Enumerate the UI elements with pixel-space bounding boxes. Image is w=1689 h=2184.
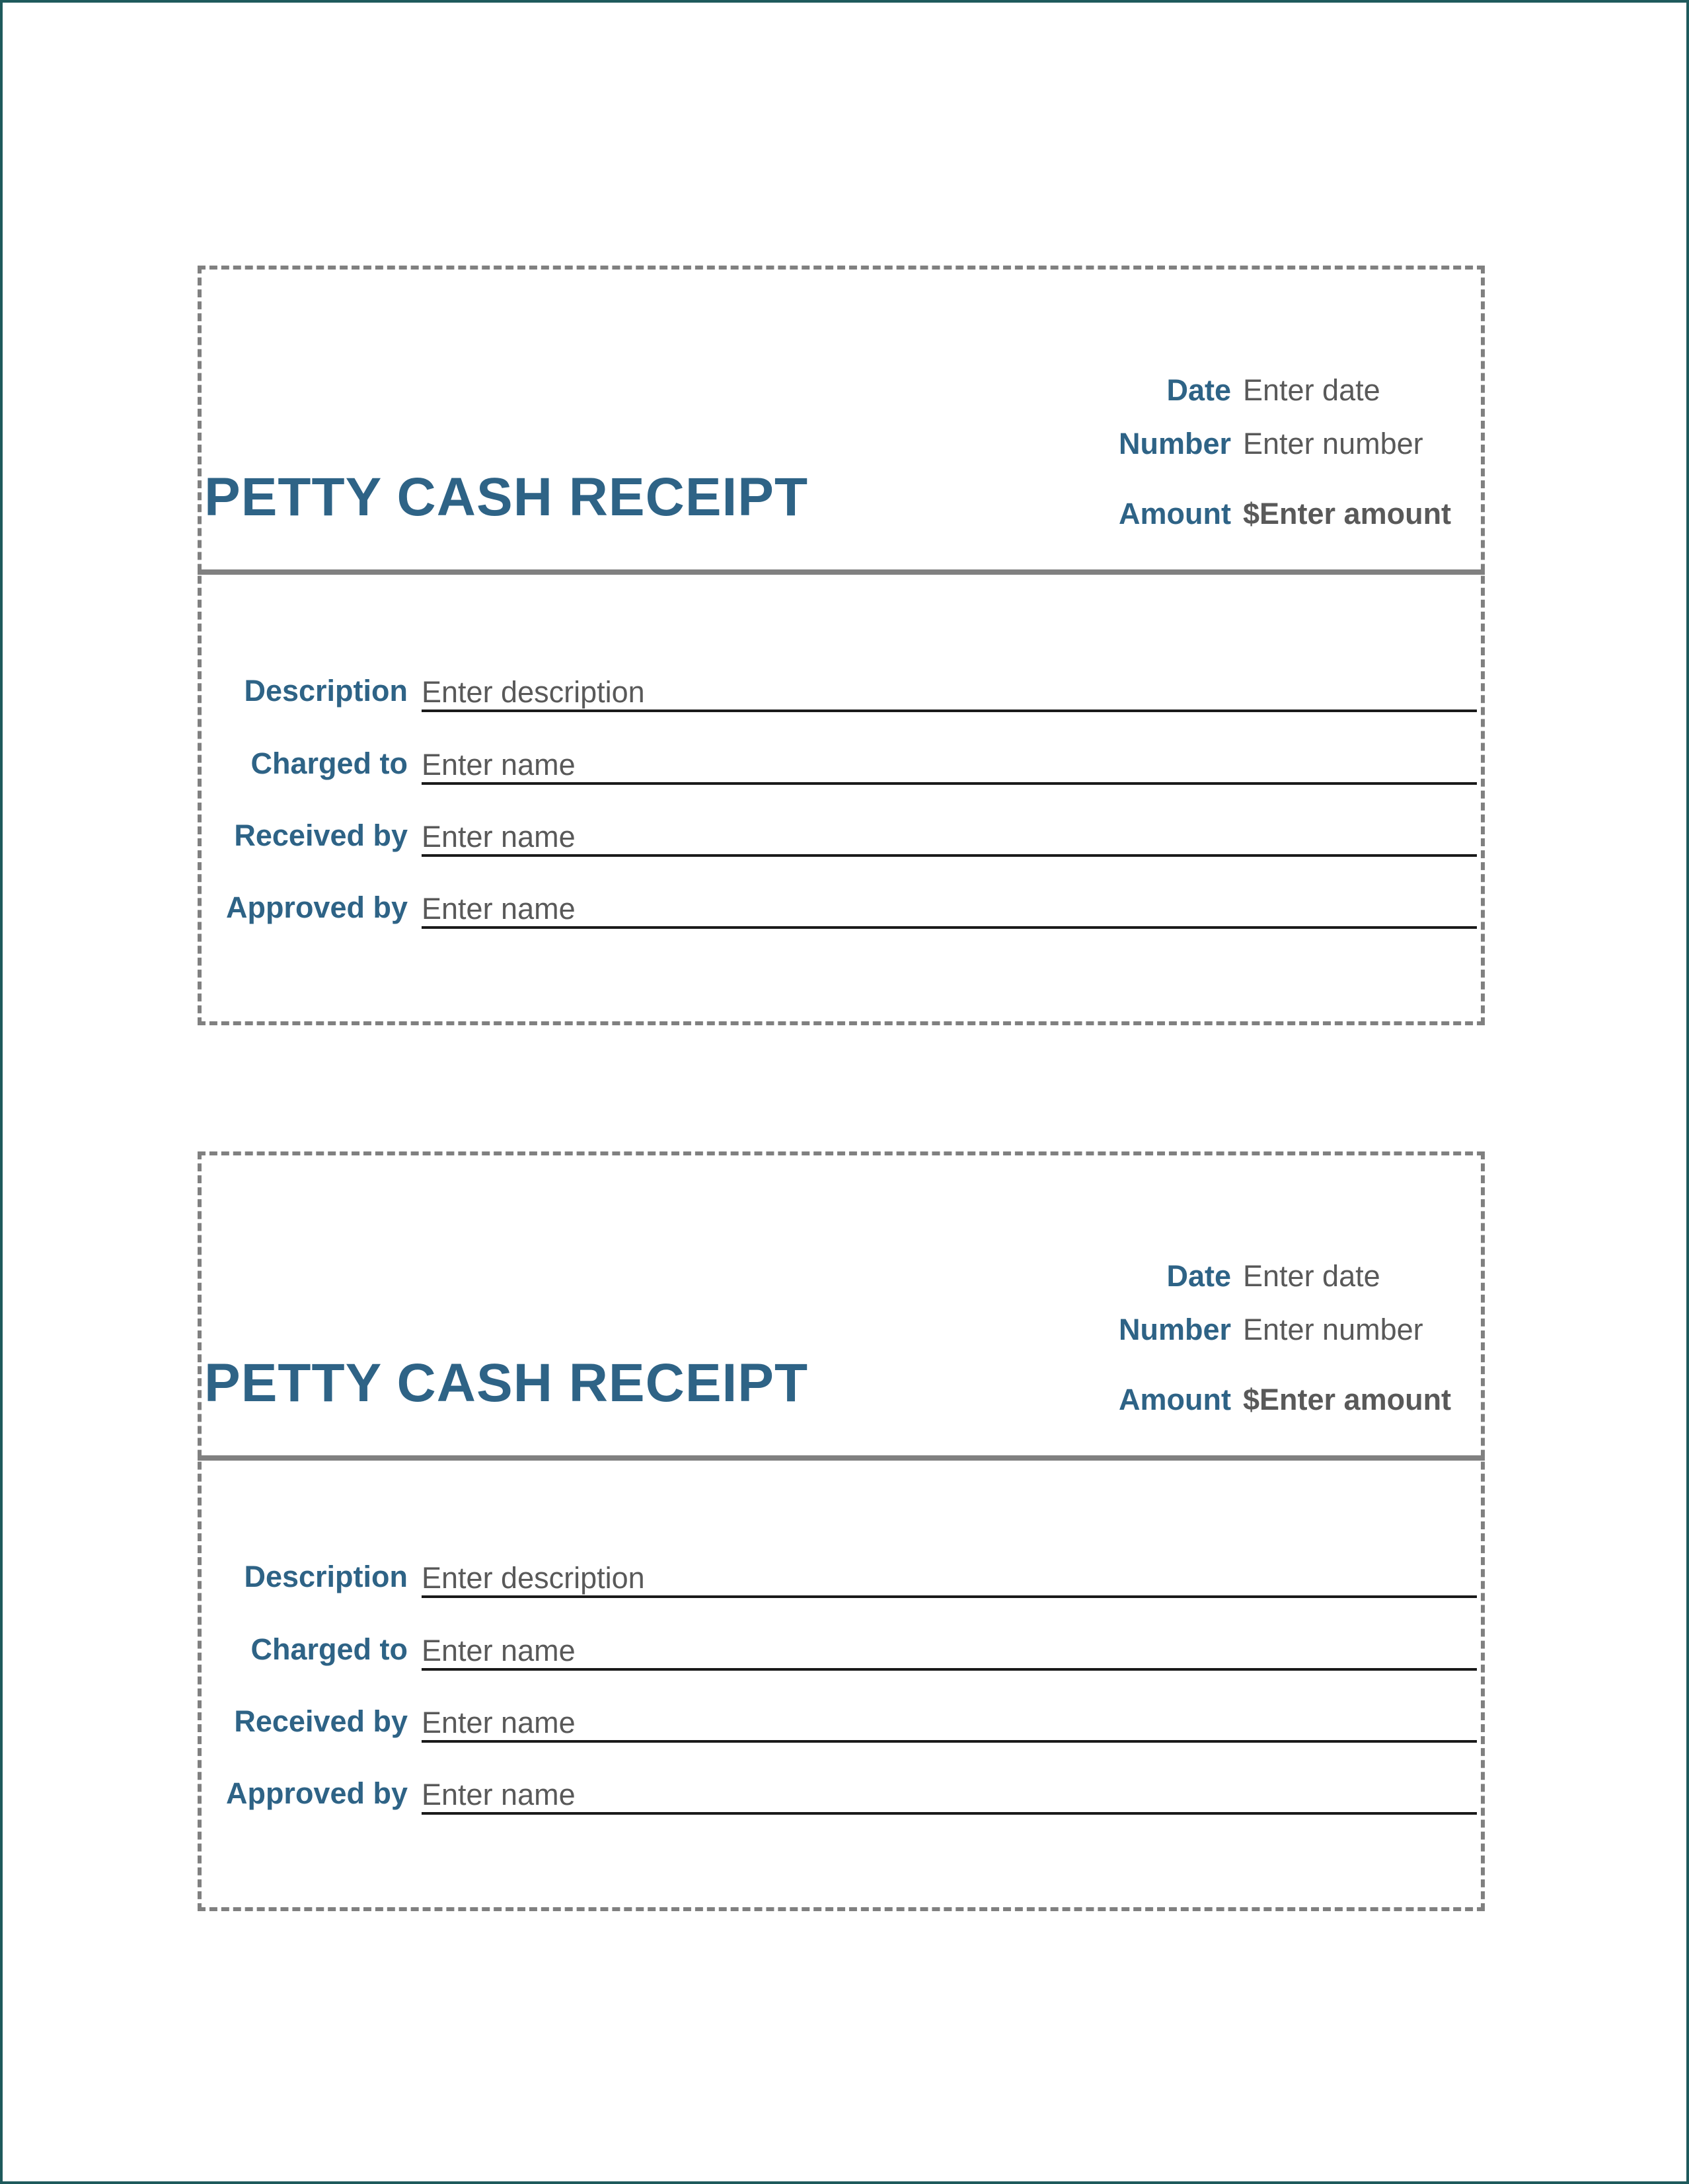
charged-to-label: Charged to: [250, 1632, 408, 1666]
description-label: Description: [244, 1560, 408, 1593]
number-field[interactable]: Enter number: [1243, 1313, 1423, 1346]
date-label: Date: [1166, 373, 1231, 407]
receipt-2: [198, 1151, 1485, 1911]
receipt-title: PETTY CASH RECEIPT: [204, 1353, 809, 1413]
charged-to-label: Charged to: [250, 746, 408, 780]
received-by-field[interactable]: Enter name: [422, 1708, 1477, 1743]
approved-by-field[interactable]: Enter name: [422, 894, 1477, 929]
description-row: [202, 1558, 1481, 1598]
number-label: Number: [1118, 427, 1231, 460]
date-field[interactable]: Enter date: [1243, 373, 1380, 407]
charged-to-row: [202, 1631, 1481, 1671]
date-field[interactable]: Enter date: [1243, 1259, 1380, 1293]
description-label: Description: [244, 674, 408, 708]
received-by-field[interactable]: Enter name: [422, 822, 1477, 857]
description-row: [202, 673, 1481, 712]
receipt-1: [198, 266, 1485, 1025]
amount-row: [1119, 1385, 1454, 1414]
amount-label: Amount: [1119, 497, 1231, 530]
approved-by-field[interactable]: Enter name: [422, 1780, 1477, 1815]
approved-by-label: Approved by: [225, 1776, 408, 1810]
received-by-row: [202, 1703, 1481, 1743]
received-by-label: Received by: [234, 1704, 408, 1738]
charged-to-row: [202, 745, 1481, 785]
amount-field[interactable]: $Enter amount: [1243, 497, 1452, 530]
amount-field[interactable]: $Enter amount: [1243, 1383, 1452, 1416]
amount-label: Amount: [1119, 1383, 1231, 1416]
approved-by-label: Approved by: [225, 891, 408, 924]
header-divider: [198, 1455, 1485, 1461]
number-row: [1119, 1315, 1454, 1344]
header-divider: [198, 569, 1485, 575]
date-row: [1166, 375, 1454, 405]
number-label: Number: [1118, 1313, 1231, 1346]
received-by-row: [202, 817, 1481, 857]
received-by-label: Received by: [234, 819, 408, 852]
receipt-title: PETTY CASH RECEIPT: [204, 467, 809, 527]
date-row: [1166, 1261, 1454, 1291]
number-row: [1119, 429, 1454, 458]
description-field[interactable]: Enter description: [422, 677, 1477, 712]
date-label: Date: [1166, 1259, 1231, 1293]
charged-to-field[interactable]: Enter name: [422, 1636, 1477, 1671]
approved-by-row: [202, 889, 1481, 929]
approved-by-row: [202, 1775, 1481, 1815]
charged-to-field[interactable]: Enter name: [422, 750, 1477, 785]
number-field[interactable]: Enter number: [1243, 427, 1423, 460]
description-field[interactable]: Enter description: [422, 1563, 1477, 1598]
amount-row: [1119, 499, 1454, 528]
